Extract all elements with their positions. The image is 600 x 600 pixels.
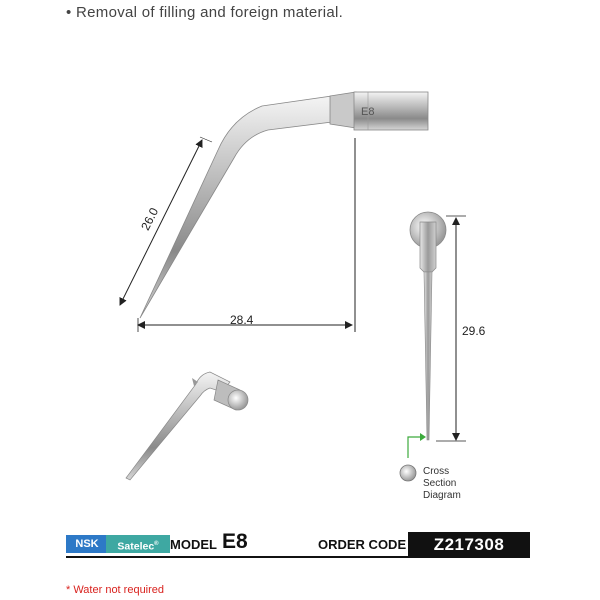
order-code-label: ORDER CODE (318, 537, 407, 552)
side-view-tip (140, 92, 428, 318)
registered-mark: ® (154, 541, 159, 547)
dim-vertical-value: 29.6 (462, 324, 486, 338)
product-footer (0, 530, 600, 560)
model-label: MODEL (170, 537, 217, 552)
cross-section-label-line: Section (423, 478, 457, 489)
cross-section-circle (400, 465, 416, 481)
front-view-tip (410, 212, 446, 440)
intro-bullet-text: • Removal of filling and foreign material. (66, 4, 344, 21)
cross-section-arrow (408, 437, 422, 458)
perspective-view-tip (126, 372, 248, 480)
satelec-logo-text: Satelec (117, 540, 155, 553)
tip-model-marking: E8 (361, 106, 375, 118)
dim-horizontal-value: 28.4 (230, 313, 254, 327)
satelec-logo (106, 535, 170, 553)
cross-section-label-line: Cross (423, 466, 450, 477)
water-note: * Water not required (66, 584, 165, 596)
nsk-logo: NSK (66, 535, 108, 553)
dim-length-value: 26.0 (138, 205, 162, 233)
footer-divider (66, 556, 530, 558)
cross-section-label (423, 466, 461, 502)
model-value: E8 (222, 530, 248, 553)
order-code-value: Z217308 (408, 532, 530, 558)
cross-section-label-line: Diagram (423, 490, 461, 501)
